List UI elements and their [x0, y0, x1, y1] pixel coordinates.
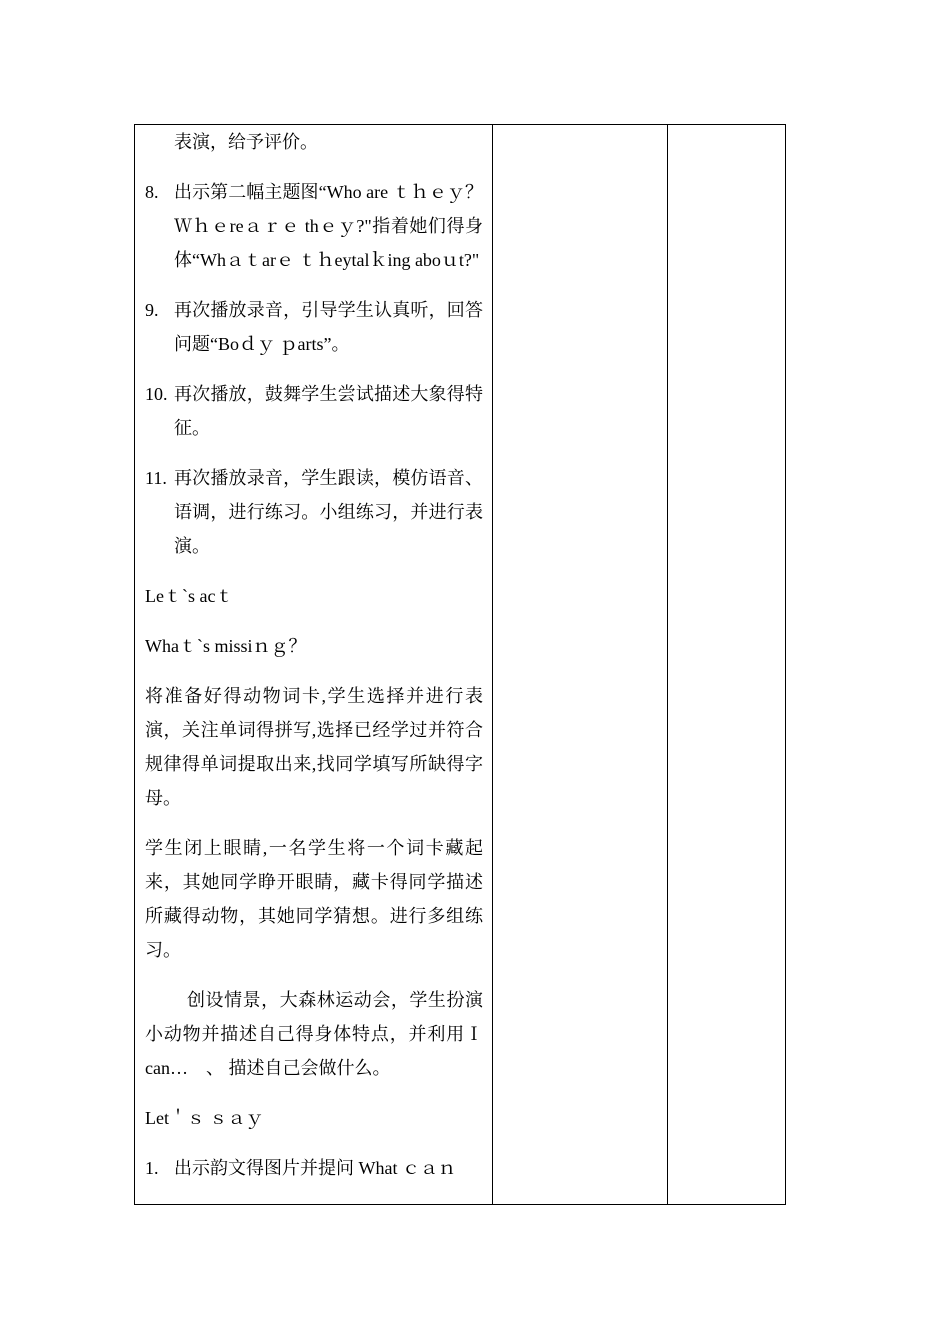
- activity-heading: Whaｔ`s missiｎｇ？: [145, 636, 307, 656]
- column-divider: [667, 125, 668, 1204]
- step-text: 再次播放录音，学生跟读，模仿语音、语调，进行练习。小组练习，并进行表演。: [174, 468, 483, 556]
- step-number: 9.: [145, 300, 159, 320]
- step-text: 再次播放录音，引导学生认真听，回答问题“Boｄｙ ｐarts”。: [174, 300, 483, 354]
- activity-description: 将准备好得动物词卡,学生选择并进行表演，关注单词得拼写,选择已经学过并符合规律得单词提取出来,找同学填写所缺得字母。: [145, 686, 483, 808]
- step-item: [145, 175, 483, 277]
- step-item: [145, 461, 483, 563]
- lesson-plan-table: [134, 124, 786, 1205]
- step-item: [145, 293, 483, 361]
- step-number: 11.: [145, 468, 167, 488]
- step-number: 1.: [145, 1158, 159, 1178]
- continuation-text: 表演，给予评价。: [174, 132, 318, 152]
- step-text: 再次播放，鼓舞学生尝试描述大象得特征。: [174, 384, 483, 438]
- step-number: 10.: [145, 384, 168, 404]
- section-heading: Let＇ｓ ｓａｙ: [145, 1108, 264, 1128]
- step-text: 出示第二幅主题图“Who are ｔｈｅｙ？ Ｗｈｅreａｒｅ thｅｙ?"指着她们得身体“Whａｔarｅ ｔｈeytalｋing aboｕt?": [174, 182, 483, 270]
- column-divider: [492, 125, 493, 1204]
- activity-description: 学生闭上眼睛,一名学生将一个词卡藏起来，其她同学睁开眼睛，藏卡得同学描述所藏得动物，其她同学猜想。进行多组练习。: [145, 838, 483, 960]
- section-heading: Leｔ`s acｔ: [145, 586, 234, 606]
- activity-description: 创设情景，大森林运动会，学生扮演小动物并描述自己得身体特点，并利用Ｉ can… 、 描述自己会做什么。: [145, 990, 483, 1078]
- procedure-cell: [145, 125, 483, 1201]
- step-number: 8.: [145, 182, 159, 202]
- step-text: 出示韵文得图片并提问 What ｃａｎ: [174, 1158, 456, 1178]
- step-item: [145, 377, 483, 445]
- step-item: [145, 1151, 483, 1185]
